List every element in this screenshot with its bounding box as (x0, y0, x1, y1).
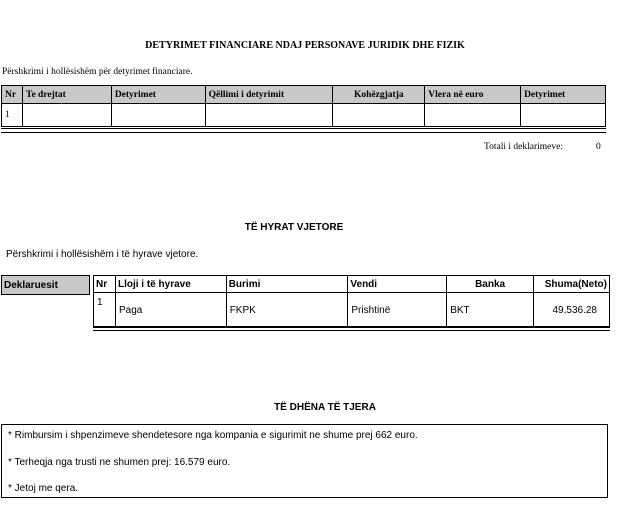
col-vlera: Vlera në euro (425, 86, 521, 104)
liabilities-title: DETYRIMET FINANCIARE NDAJ PERSONAVE JURIDIK DHE FIZIK (145, 40, 465, 51)
col-banka: Banka (447, 276, 534, 293)
col-qellimi: Qëllimi i detyrimit (205, 86, 333, 104)
col-nr: Nr (94, 276, 116, 293)
table-row (94, 293, 610, 328)
declarant-header: Deklaruesit (1, 275, 90, 295)
cell-nr: 1 (94, 293, 116, 328)
other-notes-box (1, 424, 608, 498)
col-detyrimet-2: Detyrimet (521, 86, 606, 104)
cell-vlera (425, 104, 521, 127)
income-header-row (94, 276, 610, 293)
cell-te-drejtat (22, 104, 111, 127)
cell-qellimi (205, 104, 333, 127)
liabilities-header-row (2, 86, 606, 104)
cell-detyrimet-2 (521, 104, 606, 127)
cell-kohezgjatja (333, 104, 425, 127)
col-te-drejtat: Te drejtat (22, 86, 111, 104)
col-lloji: Lloji i të hyrave (115, 276, 226, 293)
table-row (2, 104, 606, 127)
note-item: * Terheqja nga trusti ne shumen prej: 16.579 euro. (8, 457, 231, 468)
cell-detyrimet (111, 104, 205, 127)
cell-banka: BKT (447, 293, 534, 328)
income-table (93, 275, 610, 328)
liabilities-total-value: 0 (596, 142, 601, 152)
cell-burimi: FKPK (226, 293, 348, 328)
col-nr: Nr (2, 86, 23, 104)
note-item: * Jetoj me qera. (8, 483, 79, 494)
income-title: TË HYRAT VJETORE (244, 222, 344, 233)
liabilities-table (1, 85, 606, 127)
other-title: TË DHËNA TË TJERA (274, 402, 376, 413)
col-detyrimet: Detyrimet (111, 86, 205, 104)
cell-nr: 1 (2, 104, 23, 127)
note-item: * Rimbursim i shpenzimeve shendetesore nga kompania e sigurimit ne shume prej 662 euro. (8, 430, 418, 441)
col-kohezgjatja: Kohëzgjatja (333, 86, 425, 104)
liabilities-total-label: Totali i deklarimeve: (484, 142, 564, 152)
liabilities-description: Përshkrimi i hollësishëm për detyrimet financiare. (2, 67, 193, 77)
income-description: Përshkrimi i hollësishëm i të hyrave vjetore. (6, 249, 199, 260)
liabilities-table-footer-rule (1, 128, 606, 133)
cell-lloji: Paga (115, 293, 226, 328)
col-vendi: Vendi (348, 276, 447, 293)
income-table-footer-rule (93, 326, 610, 331)
col-shuma: Shuma(Neto) (534, 276, 610, 293)
cell-vendi: Prishtinë (348, 293, 447, 328)
col-burimi: Burimi (226, 276, 348, 293)
cell-shuma: 49,536.28 (534, 293, 610, 328)
